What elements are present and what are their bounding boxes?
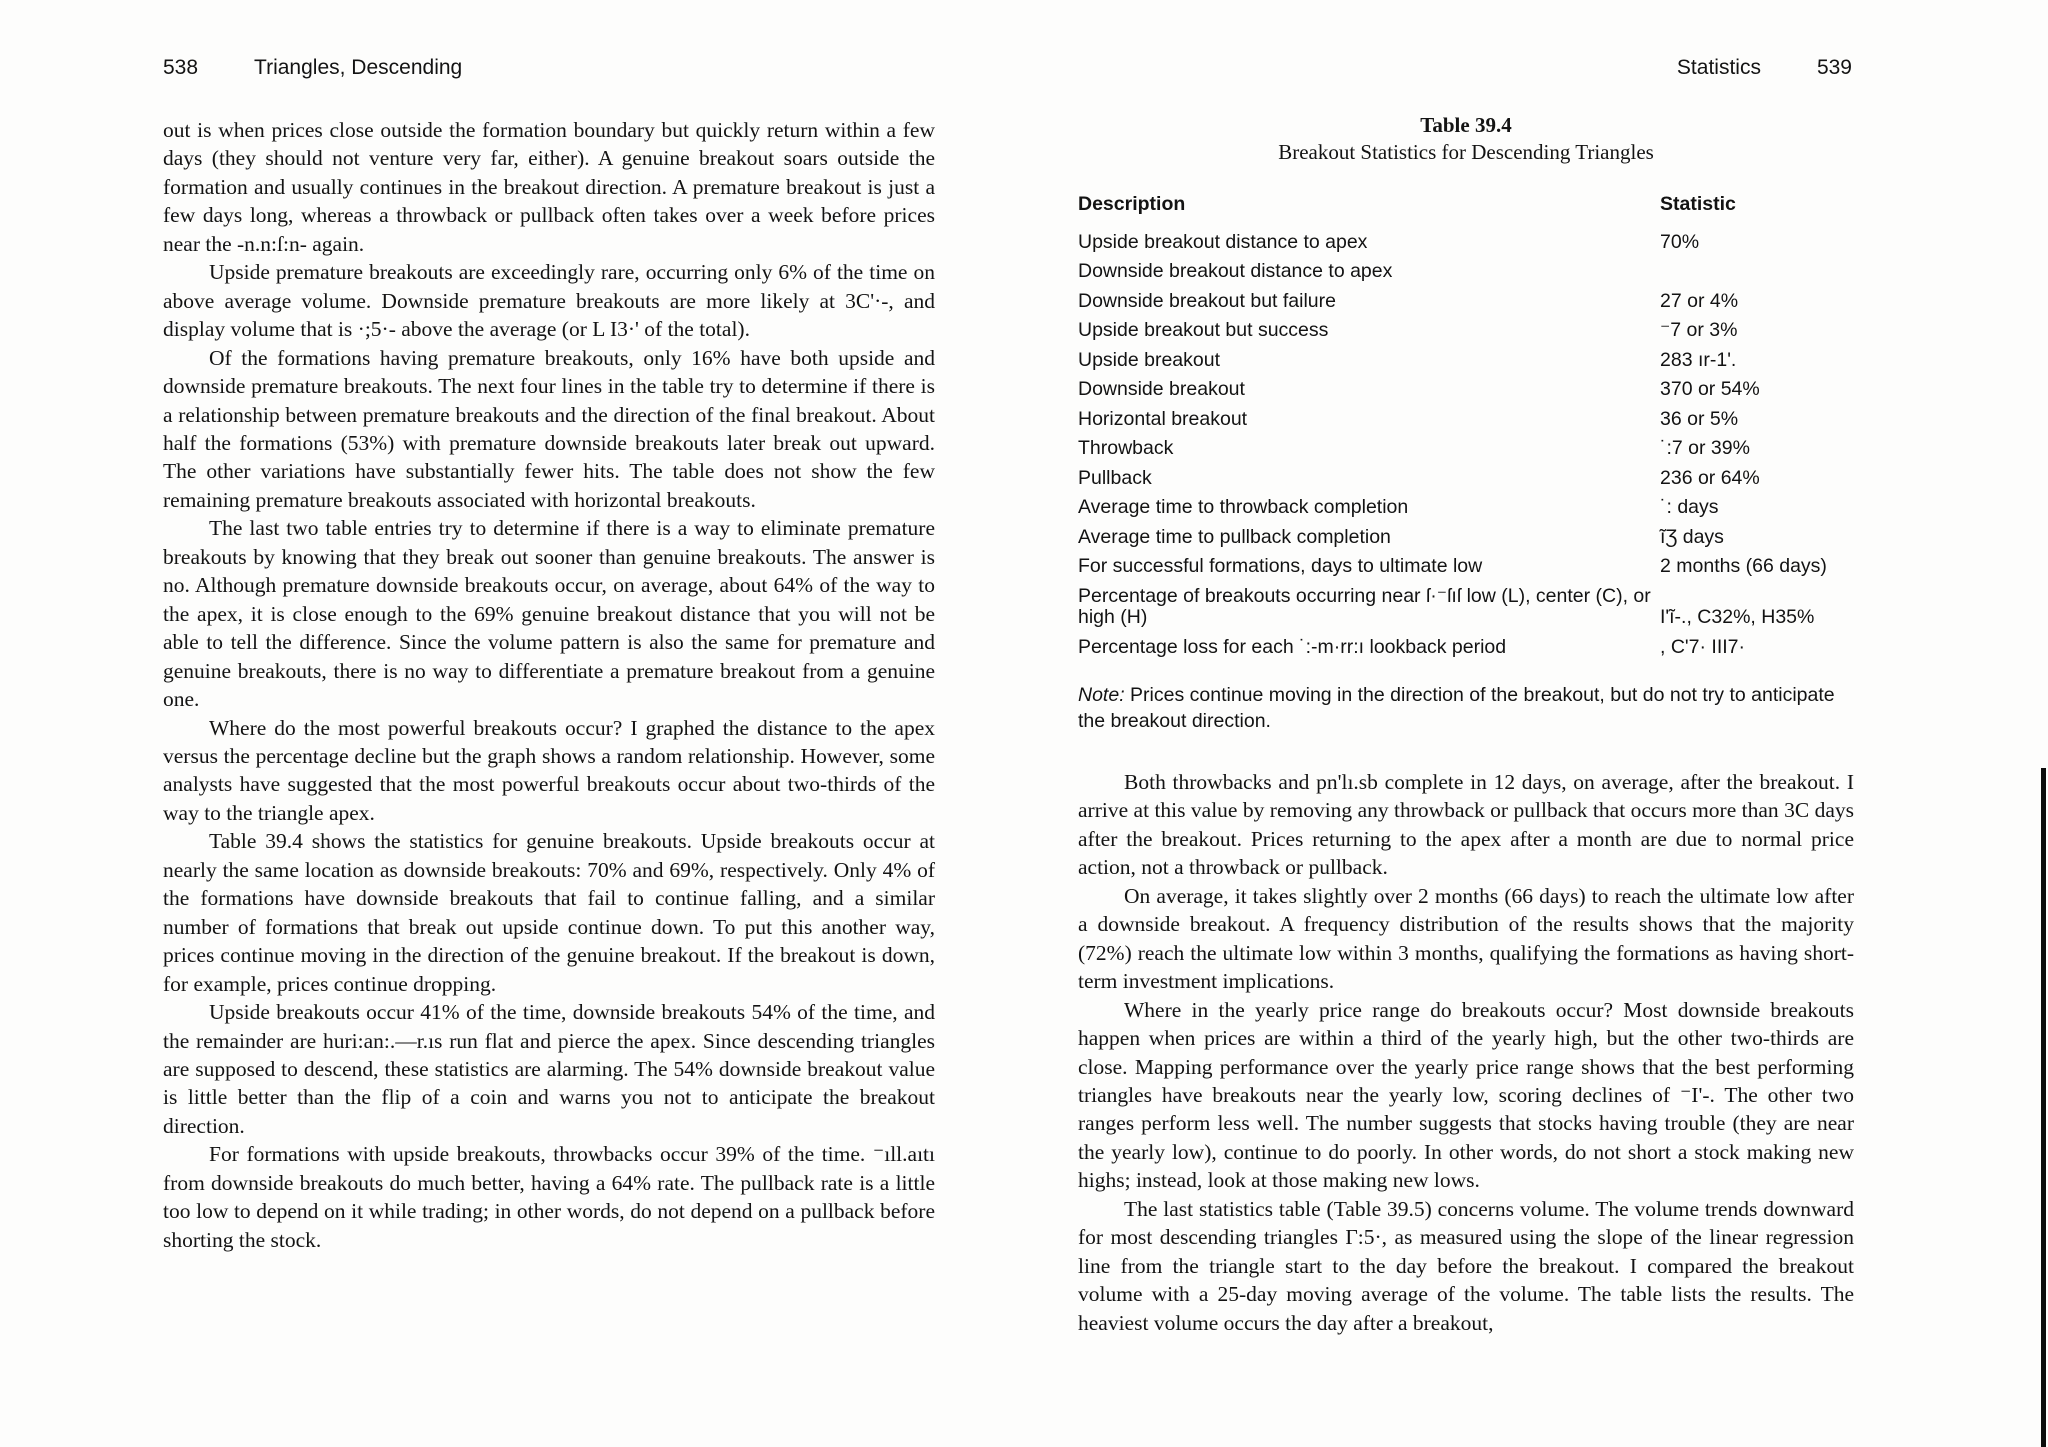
paragraph: For formations with upside breakouts, throwbacks occur 39% of the time. ⁻ıll.aıtı from downside breakouts do much better, having a 64% rate. The pullback rate is a little too low to depend on it while trading; in other words, do not depend on a pullback before shorting the stock. (163, 1142, 935, 1252)
right-page-body (1078, 112, 1854, 1337)
right-running-head-title: Statistics (1676, 56, 1761, 79)
right-page-text (1078, 768, 1854, 1337)
row-statistic: 70% (1660, 230, 1700, 253)
left-page-number: 538 (163, 56, 199, 79)
table-row (1078, 228, 1854, 258)
paragraph: The last two table entries try to determine if there is a way to eliminate premature breakouts by knowing that they break out sooner than genuine breakouts. The answer is no. Although premature downside breakouts occur, on average, about 64% of the way to the apex, it is close enough to the 69% genuine breakout distance that you will not be able to tell the difference. Since the volume pattern is also the same for premature and genuine breakouts, there is no way to differentiate a premature breakout from a genuine one. (163, 516, 935, 712)
row-statistic: ˙: days (1660, 496, 1719, 518)
row-statistic: ⁻7 or 3% (1660, 319, 1738, 341)
table-header-row (1078, 186, 1854, 228)
statistics-table (1078, 186, 1854, 662)
table-title: Breakout Statistics for Descending Triangles (1278, 140, 1654, 164)
row-statistic: ˙:7 or 39% (1660, 437, 1750, 459)
row-statistic (1660, 257, 1854, 287)
row-statistic: 27 or 4% (1660, 289, 1739, 312)
table-row (1078, 552, 1854, 582)
table-note-text: Prices continue moving in the direction of the breakout, but do not try to anticipate the breakout direction. (1078, 684, 1835, 732)
table-row (1078, 287, 1854, 317)
left-running-head-title: Triangles, Descending (254, 56, 463, 79)
column-header-statistic: Statistic (1660, 193, 1736, 215)
row-statistic: 2 months (66 days) (1660, 555, 1827, 577)
left-running-head (163, 56, 462, 80)
right-running-head (1677, 56, 1852, 80)
row-statistic: I'ĩ-., C32%, H35% (1660, 606, 1815, 628)
table-row (1078, 316, 1854, 346)
row-description: Horizontal breakout (1078, 407, 1248, 430)
paragraph: Of the formations having premature breakouts, only 16% have both upside and downside premature breakouts. The next four lines in the table try to determine if there is a relationship between premature breakouts and the direction of the final breakout. About half the formations (53%) with premature downside breakouts later break out upward. The other variations have substantially fewer hits. The table does not show the few remaining premature breakouts associated with horizontal breakouts. (163, 345, 935, 512)
row-description: Pullback (1078, 466, 1152, 489)
row-statistic: 283 ır-1'. (1660, 348, 1737, 371)
table-row (1078, 464, 1854, 494)
row-description: Average time to pullback completion (1078, 525, 1391, 548)
paragraph: Upside premature breakouts are exceedingly rare, occurring only 6% of the time on above average volume. Downside premature breakouts are more likely at 3C'·-, and display volume that is ·;5·- above the average (or L I3·' of the total). (163, 260, 935, 342)
table-note (1078, 682, 1854, 734)
paragraph: On average, it takes slightly over 2 months (66 days) to reach the ultimate low after a downside breakout. A frequency distribution of the results shows that the majority (72%) reach the ultimate low within 3 months, qualifying the formations as having short-term investment implications. (1078, 883, 1854, 994)
paragraph: Both throwbacks and pn'lı.sb complete in 12 days, on average, after the breakout. I arrive at this value by removing any throwback or pullback that occurs more than 3C days after the breakout. Prices returning to the apex after a month are due to normal price action, not a throwback or pullback. (1078, 770, 1854, 880)
table-row (1078, 582, 1854, 633)
table-row (1078, 257, 1854, 287)
paragraph: Where do the most powerful breakouts occur? I graphed the distance to the apex versus the percentage decline but the graph shows a random relationship. However, some analysts have suggested that the most powerful breakouts occur about two-thirds of the way to the triangle apex. (163, 715, 935, 825)
table-row (1078, 493, 1854, 523)
paragraph: Table 39.4 shows the statistics for genuine breakouts. Upside breakouts occur at nearly the same location as downside breakouts: 70% and 69%, respectively. Only 4% of the formations have downside breakouts that fail to continue falling, and a similar number of formations that break out upside continue down. To put this another way, prices continue moving in the direction of the genuine breakout. If the breakout is down, for example, prices continue dropping. (163, 829, 935, 996)
row-description: Upside breakout distance to apex (1078, 230, 1368, 253)
paragraph: Upside breakouts occur 41% of the time, downside breakouts 54% of the time, and the remainder are huri:an:.—r.ıs run flat and pierce the apex. Since descending triangles are supposed to descend, these statistics are alarming. The 54% downside breakout value is little better than the flip of a coin and warns you not to anticipate the breakout direction. (163, 1000, 935, 1138)
row-description: Percentage of breakouts occurring near ſ·⁻ſıſ low (L), center (C), or high (H) (1078, 584, 1651, 628)
row-description: Percentage loss for each ˙:-m·rr:ı lookback period (1078, 635, 1507, 658)
row-description: For successful formations, days to ultimate low (1078, 555, 1483, 577)
table-row (1078, 633, 1854, 663)
paragraph: Where in the yearly price range do breakouts occur? Most downside breakouts happen when prices are within a third of the yearly high, but the other two-thirds are close. Mapping performance over the yearly price range shows that the best performing triangles have breakouts near the yearly low, scoring declines of ⁻I'-. The other two ranges perform less well. The number suggests that stocks having trouble (they are near the yearly low), continue to do poorly. In other words, do not short a stock making new highs; instead, look at those making new lows. (1078, 997, 1854, 1193)
table-row (1078, 375, 1854, 405)
row-description: Upside breakout (1078, 348, 1221, 371)
row-description: Downside breakout distance to apex (1078, 260, 1393, 282)
row-statistic: ĩƷ days (1660, 525, 1724, 548)
row-description: Downside breakout but failure (1078, 289, 1336, 312)
row-statistic: 36 or 5% (1660, 407, 1739, 430)
row-statistic: , C'7· III7· (1660, 635, 1745, 658)
row-description: Downside breakout (1078, 378, 1245, 400)
table-row (1078, 405, 1854, 435)
left-page-body (163, 116, 935, 1254)
row-statistic: 370 or 54% (1660, 378, 1760, 400)
right-page-number: 539 (1816, 56, 1852, 79)
table-row (1078, 434, 1854, 464)
paragraph: The last statistics table (Table 39.5) concerns volume. The volume trends downward for most descending triangles Γ:5·, as measured using the slope of the linear regression line from the triangle start to the day before the breakout. I compared the breakout volume with a 25-day moving average of the volume. The table lists the results. The heaviest volume occurs the day after a breakout, (1078, 1196, 1854, 1335)
scan-artifact-line (2041, 768, 2046, 1447)
table-row (1078, 523, 1854, 553)
table-caption (1078, 112, 1854, 166)
table-number: Table 39.4 (1420, 113, 1512, 137)
row-description: Upside breakout but success (1078, 319, 1329, 341)
row-description: Average time to throwback completion (1078, 496, 1409, 518)
table-row (1078, 346, 1854, 376)
column-header-description: Description (1078, 193, 1186, 215)
paragraph: out is when prices close outside the formation boundary but quickly return within a few days (they should not venture very far, either). A genuine breakout soars outside the formation and usually continues in the breakout direction. A premature breakout is just a few days long, whereas a throwback or pullback often takes over a week before prices near the -n.n:ſ:n- again. (163, 118, 935, 256)
row-statistic: 236 or 64% (1660, 466, 1760, 489)
table-note-label: Note: (1078, 684, 1125, 706)
row-description: Throwback (1078, 437, 1174, 459)
